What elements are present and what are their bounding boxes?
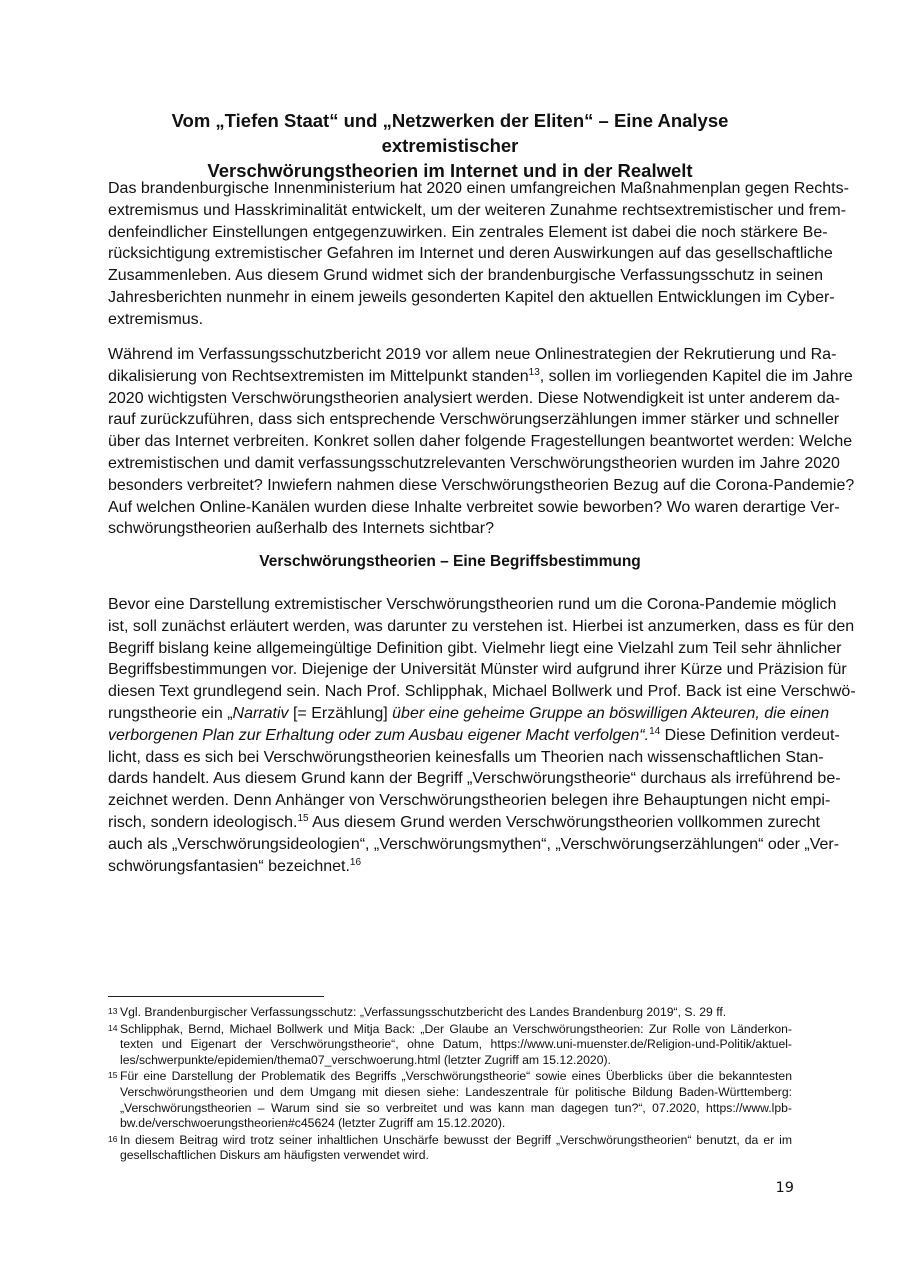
footnote-separator — [108, 996, 324, 997]
definition-quote: über eine geheime Gruppe an böswilligen Akteuren, die einen — [392, 704, 830, 722]
text-line: Das brandenburgische Innenministerium hat 2020 einen umfangreichen Maßnahmenplan gegen Rechts- — [108, 180, 849, 197]
text-line: ist, soll zunächst erläutert werden, was darunter zu verstehen ist. Hierbei ist anzumerken, dass es für den — [108, 617, 855, 635]
text-line: rücksichtigung extremistischer Gefahren im Internet und deren Auswirkungen auf das gesellschaftliche — [108, 245, 833, 263]
text-run: Diese Definition verdeut- — [660, 726, 840, 744]
text-line — [108, 725, 840, 747]
text-line: Begriff bislang keine allgemeingültige Definition gibt. Vielmehr liegt eine Vielzahl zum Teil sehr ähnlicher — [108, 639, 842, 657]
text-line: rauf zurückzuführen, dass sich entsprechende Verschwörungserzählungen immer stärker und schneller — [108, 411, 840, 429]
text-line: Während im Verfassungsschutzbericht 2019 vor allem neue Onlinestrategien der Rekrutierung und Ra- — [108, 346, 837, 363]
footnote-line[interactable]: les/schwerpunkte/epidemien/thema07_verschwoerung.html (letzter Zugriff am 15.12.2020). — [120, 1052, 611, 1067]
text-line: schwörungstheorien außerhalb des Internets sichtbar? — [108, 520, 494, 538]
text-run: Aus diesem Grund werden Verschwörungstheorien vollkommen zurecht — [308, 813, 820, 831]
text-line: Zusammenleben. Aus diesem Grund widmet sich der brandenburgische Verfassungsschutz in seinen — [108, 267, 824, 285]
text-line: denfeindlicher Einstellungen entgegenzuwirken. Ein zentrales Element ist dabei die noch stärkere Be- — [108, 223, 828, 241]
italic-term: Narrativ — [232, 704, 289, 722]
text-line: über das Internet verbreiten. Konkret sollen daher folgende Fragestellungen beantwortet werden: Welche — [108, 433, 853, 451]
article-title — [108, 108, 792, 183]
research-questions-paragraph — [108, 344, 855, 540]
footnote-13 — [108, 1005, 792, 1021]
text-line: Begriffsbestimmungen vor. Diejenige der Universität Münster wird aufgrund ihrer Kürze und Präzision für — [108, 661, 847, 679]
footnotes — [108, 1005, 792, 1165]
text-line: auch als „Verschwörungsideologien“, „Verschwörungsmythen“, „Verschwörungserzählungen“ oder „Ver- — [108, 835, 840, 853]
text-run: risch, sondern ideologisch. — [108, 813, 298, 831]
text-run: [= Erzählung] — [288, 704, 393, 722]
footnote-line: In diesem Beitrag wird trotz seiner inhaltlichen Unschärfe bewusst der Begriff „Verschwörungstheorien“ benutzt, da er im — [120, 1132, 792, 1147]
title-line-1: Vom „Tiefen Staat“ und „Netzwerken der Eliten“ – Eine Analyse extremistischer — [171, 110, 729, 156]
text-line: besonders verbreitet? Inwiefern nahmen diese Verschwörungstheorien Bezug auf die Corona-Pandemie? — [108, 476, 855, 494]
text-run: , sollen im vorliegenden Kapitel die im Jahre — [539, 367, 853, 385]
text-line: diesen Text grundlegend sein. Nach Prof. Schlipphak, Michael Bollwerk und Prof. Back ist eine Verschwö- — [108, 683, 856, 701]
footnote-line: Vgl. Brandenburgischer Verfassungsschutz: „Verfassungsschutzbericht des Landes Brandenburg 2019“, S. 29 ff. — [120, 1005, 727, 1019]
footnote-line: gesellschaftlichen Diskurs am häufigsten verwendet wird. — [120, 1148, 429, 1163]
title-line-2: Verschwörungstheorien im Internet und in der Realwelt — [207, 160, 693, 181]
text-line: extremismus. — [108, 310, 204, 328]
footnote-16 — [108, 1133, 792, 1164]
footnote-line[interactable]: „Verschwörungstheorien – Warum sind sie so verbreitet und was kann man dagegen tun?“, 07.2020, https://www.lpb- — [120, 1100, 792, 1115]
definition-quote: verborgenen Plan zur Erhaltung oder zum Ausbau eigener Macht verfolgen“. — [108, 726, 650, 744]
footnote-14 — [108, 1022, 792, 1069]
text-line — [108, 703, 830, 725]
intro-paragraph — [108, 178, 849, 331]
footnote-15 — [108, 1069, 792, 1131]
text-run: dikalisierung von Rechtsextremisten im Mittelpunkt standen — [108, 367, 529, 385]
text-line: 2020 wichtigsten Verschwörungstheorien analysiert werden. Diese Notwendigkeit ist unter anderem da- — [108, 389, 840, 407]
footnote-ref-15[interactable]: 15 — [297, 812, 309, 824]
text-line: dards handelt. Aus diesem Grund kann der Begriff „Verschwörungstheorie“ durchaus als irreführend be- — [108, 770, 841, 788]
text-line: extremismus und Hasskriminalität entwickelt, um der weiteren Zunahme rechtsextremistischer und frem- — [108, 201, 847, 219]
footnote-number: 16 — [108, 1133, 118, 1144]
footnote-line: Schlipphak, Bernd, Michael Bollwerk und Mitja Back: „Der Glaube an Verschwörungstheorien: Zur Rolle von Länderkon- — [120, 1021, 792, 1036]
definition-paragraph — [108, 594, 856, 877]
footnote-number: 13 — [108, 1006, 118, 1016]
footnote-line[interactable]: texten und Eigenart der Verschwörungstheorie“, ohne Datum, https://www.uni-muenster.de/Religion-und-Politik/aktuel- — [120, 1037, 792, 1052]
footnote-number: 14 — [108, 1022, 118, 1033]
footnote-ref-14[interactable]: 14 — [649, 725, 661, 737]
footnote-line: Verschwörungstheorien und dem Umgang mit diesen siehe: Landeszentrale für politische Bildung Baden-Württemberg: — [120, 1084, 792, 1099]
footnote-number: 15 — [108, 1070, 118, 1081]
text-line: extremistischen und damit verfassungsschutzrelevanten Verschwörungstheorien wurden im Jahre 2020 — [108, 454, 840, 472]
text-line — [108, 856, 792, 878]
text-line — [108, 366, 853, 388]
footnote-line[interactable]: bw.de/verschwoerungstheorien#c45624 (letzter Zugriff am 15.12.2020). — [120, 1116, 506, 1131]
text-line: Auf welchen Online-Kanälen wurden diese Inhalte verbreitet sowie beworben? Wo waren derartige Ver- — [108, 498, 840, 516]
text-line: licht, dass es sich bei Verschwörungstheorien keinesfalls um Theorien nach wissenschaftlichen Stan- — [108, 748, 824, 766]
page-number: 19 — [775, 1180, 794, 1196]
footnote-ref-16[interactable]: 16 — [349, 856, 362, 868]
text-run: schwörungsfantasien“ bezeichnet. — [108, 857, 350, 875]
footnote-ref-13[interactable]: 13 — [528, 366, 540, 378]
footnote-line: Für eine Darstellung der Problematik des Begriffs „Verschwörungstheorie“ sowie eines Überblicks über die bekanntesten — [120, 1069, 792, 1084]
text-line: Bevor eine Darstellung extremistischer Verschwörungstheorien rund um die Corona-Pandemie möglich — [108, 596, 837, 613]
text-line — [108, 812, 820, 834]
text-line: Jahresberichten nunmehr in einem jeweils gesonderten Kapitel den aktuellen Entwicklungen im Cyber- — [108, 288, 835, 306]
section-heading: Verschwörungstheorien – Eine Begriffsbestimmung — [259, 553, 641, 570]
text-run: rungstheorie ein „ — [108, 704, 233, 722]
text-line: zeichnet werden. Denn Anhänger von Verschwörungstheorien belegen ihre Behauptungen nicht empi- — [108, 792, 831, 810]
